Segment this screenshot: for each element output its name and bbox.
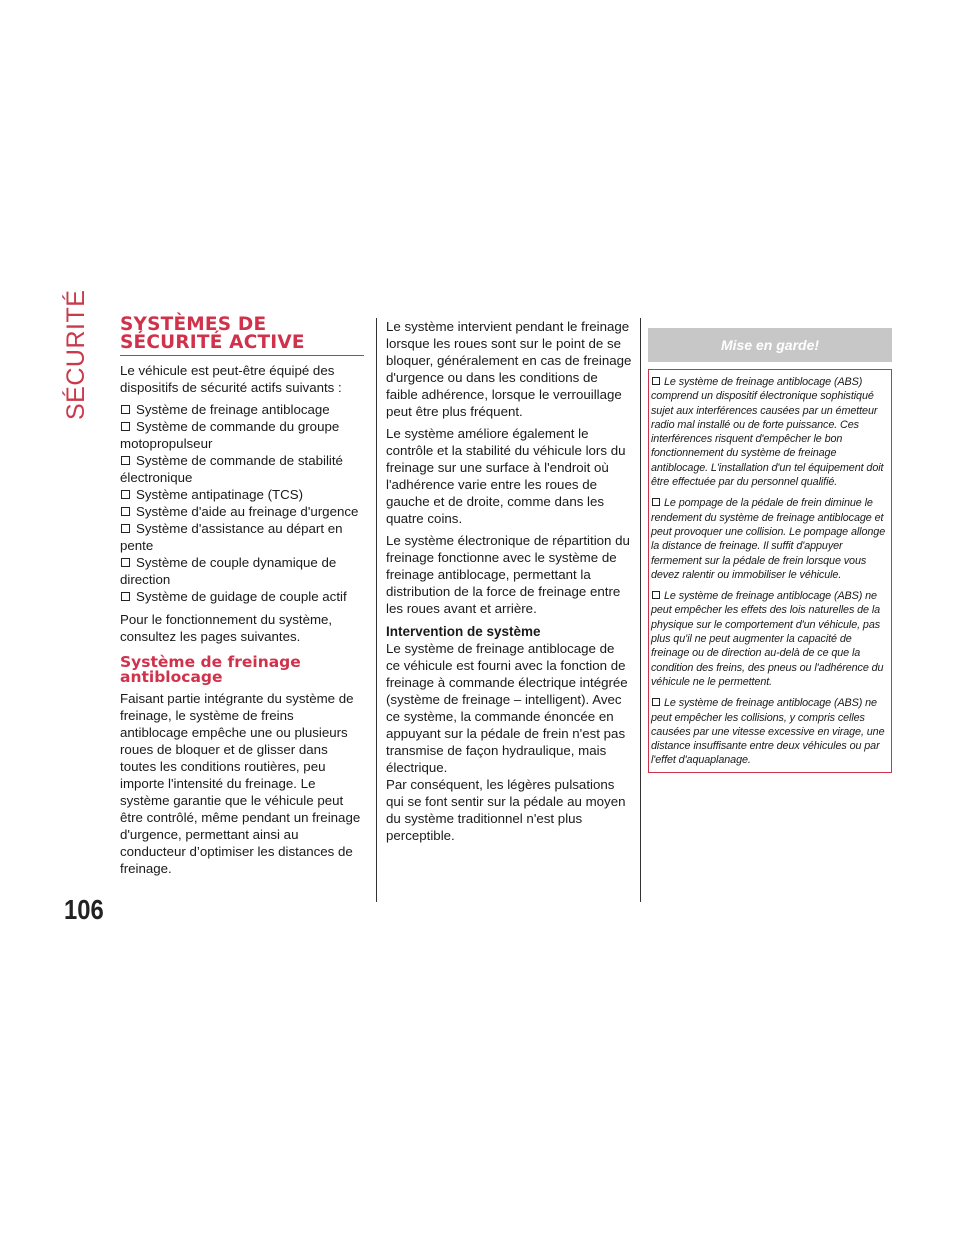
checkbox-bullet-icon: [121, 490, 130, 499]
list-item: Système de commande du groupe motopropulseur: [120, 419, 340, 451]
feature-list: [120, 401, 364, 605]
abs-subtitle-line2: antiblocage: [120, 668, 223, 686]
checkbox-bullet-icon: [121, 507, 130, 516]
abs-subtitle-line1: Système de freinage: [120, 653, 301, 671]
section-title-line2: SÉCURITÉ ACTIVE: [120, 332, 305, 353]
checkbox-bullet-icon: [121, 405, 130, 414]
warning-item: Le système de freinage antiblocage (ABS) comprend un dispositif électronique sophistiqué sujet aux interférences causées par un émetteur radio mal installé ou de forte puissance. Ces interférences risquent d'empêcher le bon fonctionnement du système de freinage antiblocage. L'installation d'un tel équipement doit être effectuée par du personnel qualifié.: [651, 376, 884, 489]
outro-paragraph: Pour le fonctionnement du système, consultez les pages suivantes.: [120, 612, 333, 644]
checkbox-bullet-icon: [121, 558, 130, 567]
intro-paragraph: Le véhicule est peut-être équipé des dispositifs de sécurité actifs suivants :: [120, 363, 342, 395]
paragraph-distribution: Le système électronique de répartition du freinage fonctionne avec le système de freinage antiblocage, permettant la distribution de la force de freinage entre les roues avant et arrière.: [386, 533, 630, 616]
paragraph-pulsations: Par conséquent, les légères pulsations qui se font sentir sur la pédale au moyen du système traditionnel n'est plus perceptible.: [386, 777, 626, 843]
list-item: Système de commande de stabilité électronique: [120, 453, 343, 485]
checkbox-bullet-icon: [121, 456, 130, 465]
paragraph-stability: Le système améliore également le contrôle et la stabilité du véhicule lors du freinage sur une surface à l'endroit où l'adhérence varie entre les roues de gauche et de droite, comme dans les quatre coins.: [386, 426, 626, 526]
section-title-line1: SYSTÈMES DE: [120, 314, 267, 335]
warning-item: Le pompage de la pédale de frein diminue le rendement du système de freinage antiblocage et peut provoquer une collision. Le pompage allonge la distance de freinage. Il suffit d'appuyer fermement sur la pédale de frein lorsque vous devez ralentir ou immobiliser le véhicule.: [651, 497, 886, 581]
warning-header: Mise en garde!: [648, 328, 892, 362]
abs-subtitle: [120, 655, 364, 685]
list-item: Système d'aide au freinage d'urgence: [120, 503, 364, 520]
column-divider-left: [376, 318, 377, 902]
list-item: Système d'assistance au départ en pente: [120, 521, 343, 553]
column-middle: [386, 318, 632, 849]
column-left: [120, 316, 364, 882]
warning-body: [648, 369, 892, 773]
warning-item: Le système de freinage antiblocage (ABS) ne peut empêcher les effets des lois naturelles de la physique sur le comportement d'un véhicule, pas plus qu'il ne peut augmenter la capacité de freinage ou de direction au-delà de ce que la condition des freins, des pneus ou l'adhérence du véhicule ne le permettent.: [651, 590, 884, 688]
list-item: Système de couple dynamique de direction: [120, 555, 337, 587]
list-item: Système de freinage antiblocage: [120, 401, 364, 418]
section-title: [120, 316, 364, 356]
checkbox-bullet-icon: [652, 591, 660, 599]
paragraph-intervention: Le système intervient pendant le freinage lorsque les roues sont sur le point de se bloquer, généralement en cas de freinage d'urgence ou dans les conditions de faible adhérence, lorsque le verrouillage peut être plus fréquent.: [386, 319, 632, 419]
intervention-heading: Intervention de système: [386, 624, 541, 639]
warning-item: Le système de freinage antiblocage (ABS) ne peut empêcher les collisions, y compris celles causées par une vitesse excessive en virage, une distance insuffisante entre deux véhicules ou par l'effet d'aquaplanage.: [651, 697, 885, 767]
checkbox-bullet-icon: [121, 422, 130, 431]
section-side-tab: SÉCURITÉ: [62, 289, 90, 420]
list-item: Système antipatinage (TCS): [120, 486, 364, 503]
checkbox-bullet-icon: [652, 377, 660, 385]
checkbox-bullet-icon: [121, 592, 130, 601]
page-number: 106: [64, 894, 104, 925]
warning-box: [648, 328, 892, 773]
list-item: Système de guidage de couple actif: [120, 588, 364, 605]
column-divider-right: [640, 318, 641, 902]
abs-paragraph: Faisant partie intégrante du système de freinage, le système de freins antiblocage empêche une ou plusieurs roues de bloquer et de glisser dans toutes les conditions routières, peu importe l'intensité du freinage. Le système garantie que le véhicule peut être contrôlé, même pendant un freinage d'urgence, permettant ainsi au conducteur d’optimiser les distances de freinage.: [120, 691, 361, 876]
checkbox-bullet-icon: [652, 698, 660, 706]
checkbox-bullet-icon: [652, 498, 660, 506]
paragraph-electric-brake: Le système de freinage antiblocage de ce véhicule est fourni avec la fonction de freinage à commande électrique intégrée (système de freinage – intelligent). Avec ce système, la commande énoncée en appuyant sur la pédale de frein n'est pas transmise de façon hydraulique, mais électrique.: [386, 641, 628, 775]
checkbox-bullet-icon: [121, 524, 130, 533]
